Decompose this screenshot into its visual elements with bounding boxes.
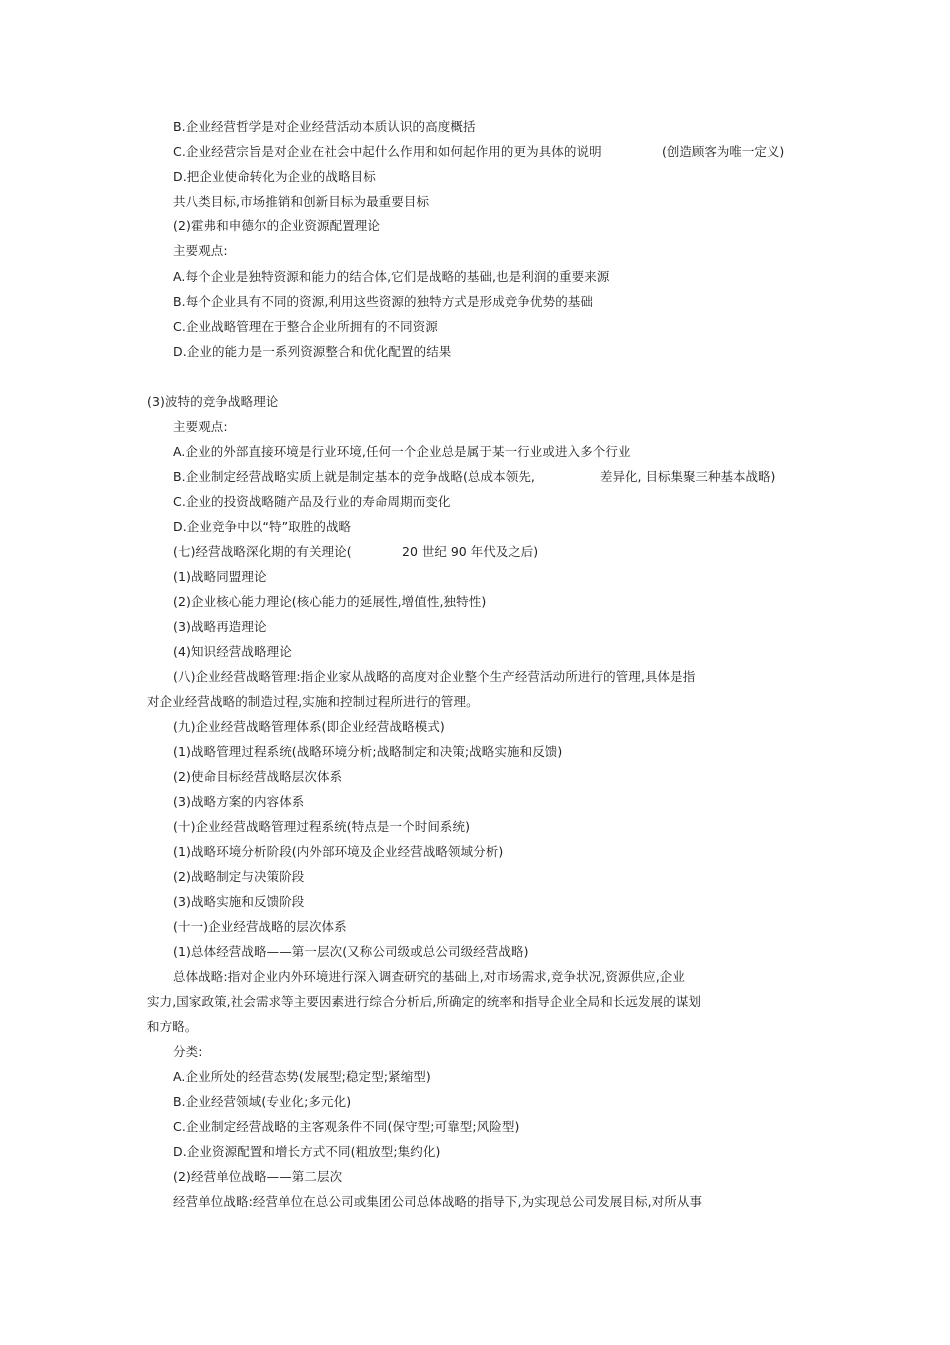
text-line: 主要观点: <box>173 419 228 434</box>
text-line-note: 差异化, 目标集聚三种基本战略) <box>600 469 776 484</box>
text-line: (2)霍弗和申德尔的企业资源配置理论 <box>173 218 381 233</box>
section-heading: (七)经营战略深化期的有关理论( <box>173 544 352 559</box>
text-line: B.企业制定经营战略实质上就是制定基本的竞争战略(总成本领先, <box>173 469 535 484</box>
text-line: (3)战略实施和反馈阶段 <box>173 894 305 909</box>
text-line: (2)战略制定与决策阶段 <box>173 869 305 884</box>
text-line: A.企业所处的经营态势(发展型;稳定型;紧缩型) <box>173 1069 431 1084</box>
text-line: 总体战略:指对企业内外环境进行深入调查研究的基础上,对市场需求,竞争状况,资源供应,企业 <box>173 969 686 984</box>
text-line: B.企业经营领域(专业化;多元化) <box>173 1094 352 1109</box>
text-line: (1)战略环境分析阶段(内外部环境及企业经营战略领域分析) <box>173 844 504 859</box>
section-heading: (十一)企业经营战略的层次体系 <box>173 919 347 934</box>
text-line: B.企业经营哲学是对企业经营活动本质认识的高度概括 <box>173 119 476 134</box>
text-line: A.企业的外部直接环境是行业环境,任何一个企业总是属于某一行业或进入多个行业 <box>173 444 631 459</box>
text-line-note: (创造顾客为唯一定义) <box>662 144 785 159</box>
section-heading: (十)企业经营战略管理过程系统(特点是一个时间系统) <box>173 819 471 834</box>
text-line: 实力,国家政策,社会需求等主要因素进行综合分析后,所确定的统率和指导企业全局和长远发展的谋划 <box>147 994 702 1009</box>
text-line: (2)使命目标经营战略层次体系 <box>173 769 343 784</box>
text-line-note: 20 世纪 90 年代及之后) <box>402 544 539 559</box>
text-line: C.企业制定经营战略的主客观条件不同(保守型;可靠型;风险型) <box>173 1119 520 1134</box>
text-line: D.企业竞争中以“特”取胜的战略 <box>173 519 352 534</box>
text-line: (1)总体经营战略——第一层次(又称公司级或总公司级经营战略) <box>173 944 529 959</box>
text-line: (3)战略再造理论 <box>173 619 267 634</box>
text-line: 对企业经营战略的制造过程,实施和控制过程所进行的管理。 <box>147 694 479 709</box>
text-line: 分类: <box>173 1044 203 1059</box>
text-line: B.每个企业具有不同的资源,利用这些资源的独特方式是形成竞争优势的基础 <box>173 294 594 309</box>
text-line: (1)战略管理过程系统(战略环境分析;战略制定和决策;战略实施和反馈) <box>173 744 563 759</box>
text-line: (2)经营单位战略——第二层次 <box>173 1169 343 1184</box>
text-line: (3)战略方案的内容体系 <box>173 794 305 809</box>
text-line: 主要观点: <box>173 243 228 258</box>
text-line: (1)战略同盟理论 <box>173 569 267 584</box>
section-heading: (九)企业经营战略管理体系(即企业经营战略模式) <box>173 719 445 734</box>
text-line: (4)知识经营战略理论 <box>173 644 292 659</box>
section-heading: (3)波特的竞争战略理论 <box>147 394 279 409</box>
text-line: A.每个企业是独特资源和能力的结合体,它们是战略的基础,也是利润的重要来源 <box>173 269 610 284</box>
text-line: D.把企业使命转化为企业的战略目标 <box>173 169 376 184</box>
text-line: (2)企业核心能力理论(核心能力的延展性,增值性,独特性) <box>173 594 487 609</box>
text-line: 经营单位战略:经营单位在总公司或集团公司总体战略的指导下,为实现总公司发展目标,对所从事 <box>173 1194 703 1209</box>
text-line: C.企业经营宗旨是对企业在社会中起什么作用和如何起作用的更为具体的说明 <box>173 144 602 159</box>
text-line: D.企业资源配置和增长方式不同(粗放型;集约化) <box>173 1144 441 1159</box>
text-line: 和方略。 <box>147 1019 198 1034</box>
section-heading: (八)企业经营战略管理:指企业家从战略的高度对企业整个生产经营活动所进行的管理,具体是指 <box>173 669 696 684</box>
text-line: C.企业战略管理在于整合企业所拥有的不同资源 <box>173 319 438 334</box>
text-line: D.企业的能力是一系列资源整合和优化配置的结果 <box>173 344 452 359</box>
text-line: C.企业的投资战略随产品及行业的寿命周期而变化 <box>173 494 451 509</box>
text-line: 共八类目标,市场推销和创新目标为最重要目标 <box>173 194 430 209</box>
